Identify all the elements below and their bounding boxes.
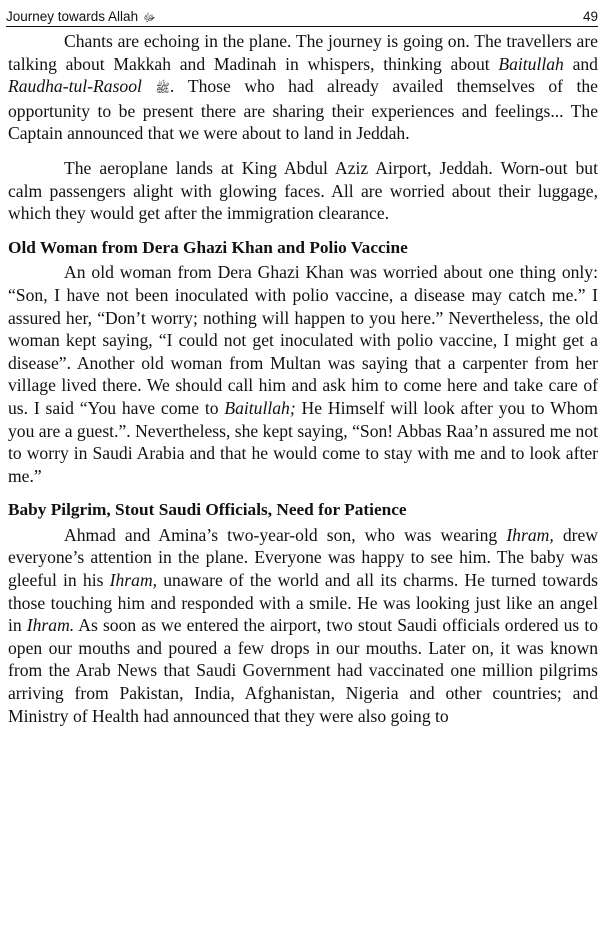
p4-italic-ihram-3: Ihram. [26, 615, 75, 636]
p1-italic-raudha: Raudha-tul-Rasool [8, 76, 142, 97]
p1-text-2: and [563, 53, 598, 74]
running-title-group [6, 9, 156, 24]
p4-text-3: unaware of the world and all its charms. He turned towards those touching him and responded with a smile. He was looking just like an angel in [8, 570, 598, 636]
allah-glyph-icon: ﷻ [143, 12, 156, 24]
p2-text-1: The aeroplane lands at King Abdul Aziz Airport, Jeddah. Worn-out but calm passengers alight with glowing faces. All are worried about their luggage, which they would get after the immigration clearance. [8, 157, 598, 224]
p4-text-1: Ahmad and Amina’s two-year-old son, who was wearing [64, 524, 507, 545]
paragraph-3 [8, 261, 598, 487]
section-heading-baby-pilgrim: Baby Pilgrim, Stout Saudi Officials, Need for Patience [8, 500, 407, 520]
page-body [8, 30, 598, 727]
paragraph-1 [8, 30, 598, 145]
p3-italic-baitullah: Baitullah; [224, 397, 296, 418]
page-number: 49 [582, 9, 598, 24]
pbuh-glyph-icon: ﷺ [155, 81, 170, 96]
p3-text-1: An old woman from Dera Ghazi Khan was worried about one thing only: “Son, I have not been inoculated with polio vaccine, a disease may catch me.” I assured her, “Don’t worry; nothing will happen to you here.” Nevertheless, the old woman kept saying, “I could not get inoculated with polio vaccine, I might get a disease”. Another old woman from Multan was saying that a carpenter from her village lived there. We should call him and ask him to come here and take care of us. I said “You have come to [8, 262, 598, 418]
running-header [6, 2, 598, 27]
p4-text-4: As soon as we entered the airport, two stout Saudi officials ordered us to open our mouths and poured a few drops in our mouths. Later on, it was known from the Arab News that Saudi Government had vaccinated one million pilgrims arriving from Pakistan, India, Afghanistan, Nigeria and other countries; and Ministry of Health had announced that they were also going to [8, 615, 598, 726]
section-heading-old-woman: Old Woman from Dera Ghazi Khan and Polio Vaccine [8, 237, 408, 257]
p4-italic-ihram-2: Ihram, [109, 570, 158, 591]
running-title: Journey towards Allah [6, 9, 139, 24]
p1-italic-baitullah: Baitullah [498, 53, 564, 74]
p4-italic-ihram-1: Ihram, [506, 524, 554, 545]
paragraph-2 [8, 157, 598, 225]
p1-text-3: . Those who had already availed themselves of the opportunity to be present there are sharing their experiences and feelings... The Captain announced that we were about to land in Jeddah. [8, 76, 598, 144]
p1-text-1: Chants are echoing in the plane. The journey is going on. The travellers are talking about Makkah and Madinah in whispers, thinking about [8, 31, 598, 74]
p4-text-2: drew everyone’s attention in the plane. Everyone was happy to see him. The baby was gleeful in his [8, 524, 598, 591]
p3-text-2: He Himself will look after you to Whom you are a guest.”. Nevertheless, she kept saying, “Son! Abbas Raa’n assured me not to worry in Saudi Arabia and that he would come to stay with me and to look after me.” [8, 397, 598, 486]
paragraph-4 [8, 524, 598, 727]
